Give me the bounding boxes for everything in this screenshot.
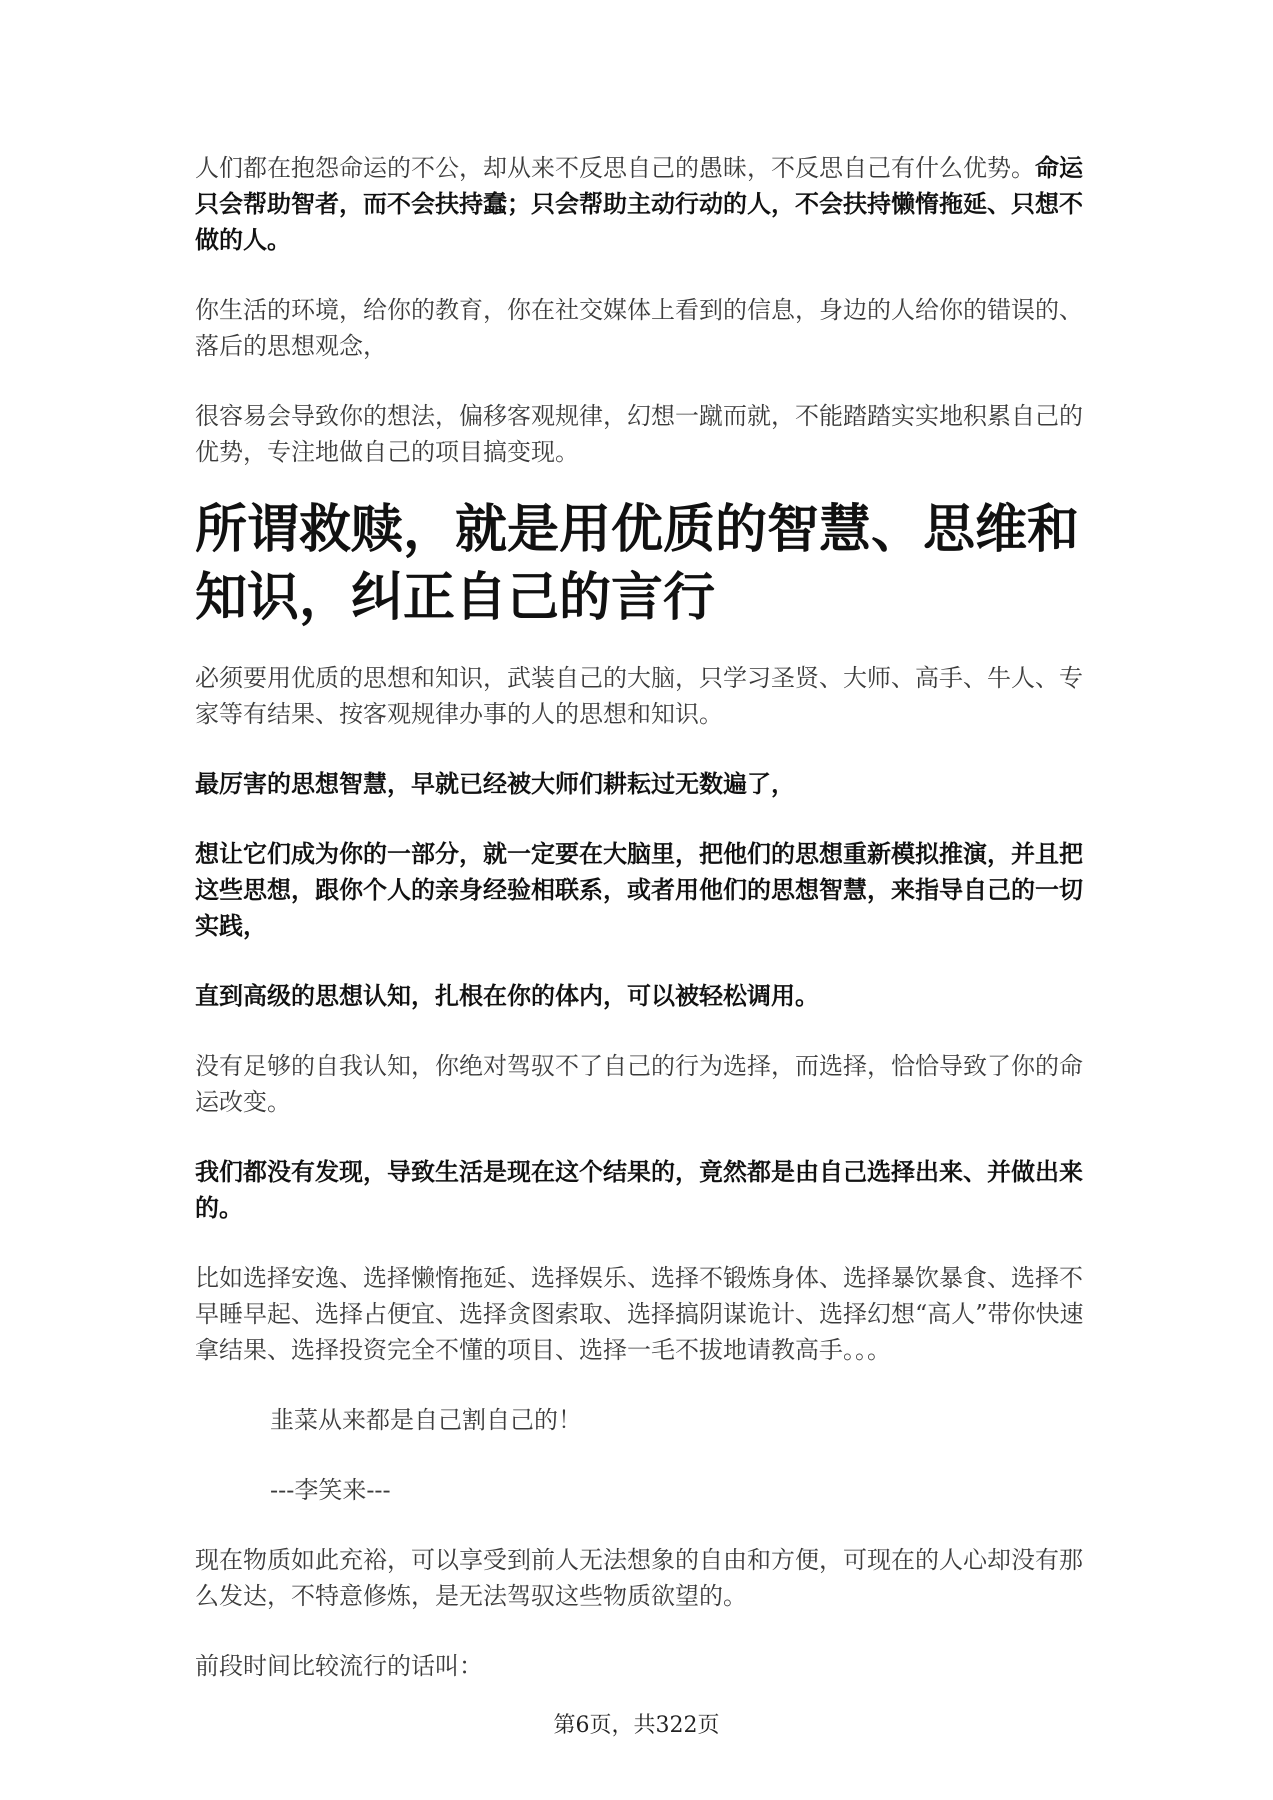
body-paragraph-9: 前段时间比较流行的话叫： xyxy=(195,1652,483,1680)
page-content xyxy=(195,150,1095,1684)
body-paragraph-8: 现在物质如此充裕，可以享受到前人无法想象的自由和方便，可现在的人心却没有那么发达，不特意修炼，是无法驾驭这些物质欲望的。 xyxy=(195,1546,1083,1610)
body-paragraph-6: 我们都没有发现，导致生活是现在这个结果的，竟然都是由自己选择出来、并做出来的。 xyxy=(195,1158,1083,1222)
quote-text: 韭菜从来都是自己割自己的！ xyxy=(270,1406,582,1434)
body-paragraph-1: 必须要用优质的思想和知识，武装自己的大脑，只学习圣贤、大师、高手、牛人、专家等有结果、按客观规律办事的人的思想和知识。 xyxy=(195,664,1083,728)
page-footer: 第6页，共322页 xyxy=(553,1713,720,1738)
paragraph-3: 很容易会导致你的想法，偏移客观规律，幻想一蹴而就，不能踏踏实实地积累自己的优势，专注地做自己的项目搞变现。 xyxy=(195,402,1083,466)
paragraph-2: 你生活的环境，给你的教育，你在社交媒体上看到的信息，身边的人给你的错误的、落后的思想观念， xyxy=(195,296,1083,360)
paragraph-1-text: 人们都在抱怨命运的不公，却从来不反思自己的愚昧，不反思自己有什么优势。 xyxy=(195,154,1035,182)
body-paragraph-7: 比如选择安逸、选择懒惰拖延、选择娱乐、选择不锻炼身体、选择暴饮暴食、选择不早睡早起、选择占便宜、选择贪图索取、选择搞阴谋诡计、选择幻想“高人”带你快速拿结果、选择投资完全不懂的项目、选择一毛不拔地请教高手。。。 xyxy=(195,1264,1084,1364)
paragraph-1 xyxy=(195,150,1095,258)
section-heading: 所谓救赎，就是用优质的智慧、思维和知识，纠正自己的言行 xyxy=(195,500,1080,628)
paragraph-1-bold: 命运只会帮助智者，而不会扶持蠢；只会帮助主动行动的人，不会扶持懒惰拖延、只想不做的人。 xyxy=(195,154,1083,254)
body-paragraph-5: 没有足够的自我认知，你绝对驾驭不了自己的行为选择，而选择，恰恰导致了你的命运改变。 xyxy=(195,1052,1083,1116)
body-paragraph-3: 想让它们成为你的一部分，就一定要在大脑里，把他们的思想重新模拟推演，并且把这些思想，跟你个人的亲身经验相联系，或者用他们的思想智慧，来指导自己的一切实践， xyxy=(195,840,1083,940)
quote-author: ---李笑来--- xyxy=(270,1476,391,1504)
body-paragraph-2: 最厉害的思想智慧，早就已经被大师们耕耘过无数遍了， xyxy=(195,770,795,798)
body-paragraph-4: 直到高级的思想认知，扎根在你的体内，可以被轻松调用。 xyxy=(195,982,819,1010)
